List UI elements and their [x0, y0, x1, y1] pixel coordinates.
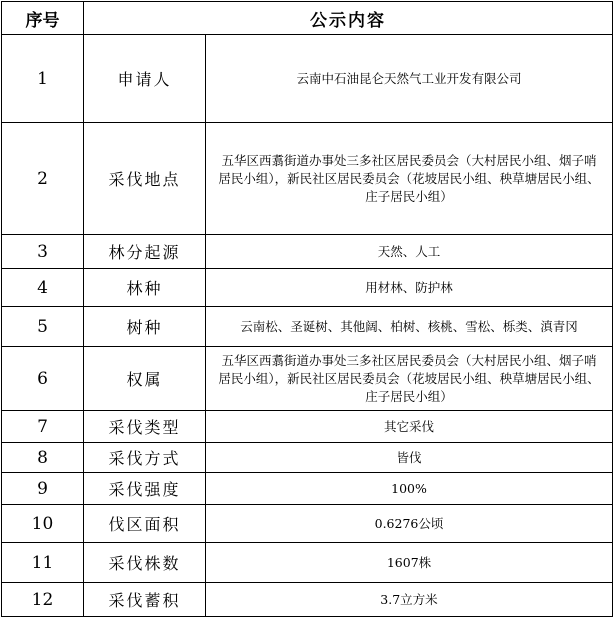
table-row — [1, 543, 613, 583]
row-label: 采伐强度 — [84, 473, 206, 504]
table-row — [1, 235, 613, 269]
row-label: 林分起源 — [84, 235, 206, 268]
row-value: 其它采伐 — [383, 418, 434, 434]
row-label: 伐区面积 — [84, 505, 206, 542]
header-content: 公示内容 — [310, 10, 386, 31]
row-number: 9 — [2, 473, 84, 504]
table-row — [1, 269, 613, 307]
row-label: 采伐蓄积 — [84, 583, 206, 616]
row-label: 采伐类型 — [84, 411, 206, 442]
row-number: 2 — [2, 123, 84, 234]
row-number: 6 — [2, 347, 84, 410]
row-value: 3.7立方米 — [380, 591, 438, 607]
table-row — [1, 505, 613, 543]
row-value: 0.6276公顷 — [374, 515, 444, 531]
row-value: 1607株 — [386, 554, 432, 570]
row-label: 采伐地点 — [84, 123, 206, 234]
row-label: 采伐株数 — [84, 543, 206, 582]
table-row — [1, 123, 613, 235]
row-label: 申请人 — [84, 35, 206, 122]
row-value: 天然、人工 — [377, 243, 441, 259]
row-number: 5 — [2, 307, 84, 346]
row-number: 7 — [2, 411, 84, 442]
table-row — [1, 347, 613, 411]
row-number: 4 — [2, 269, 84, 306]
row-value: 皆伐 — [396, 449, 422, 465]
row-value: 云南松、圣诞树、其他阔、柏树、核桃、雪松、栎类、滇青冈 — [240, 318, 578, 334]
row-number: 10 — [2, 505, 84, 542]
table-header — [1, 1, 613, 35]
header-no: 序号 — [2, 2, 84, 34]
row-value: 五华区西翥街道办事处三多社区居民委员会（大村居民小组、烟子哨居民小组），新民社区居民委员会（花坡居民小组、秧草塘居民小组、庄子居民小组） — [218, 352, 600, 404]
row-number: 11 — [2, 543, 84, 582]
row-label: 权属 — [84, 347, 206, 410]
row-value: 用材林、防护林 — [365, 279, 453, 295]
row-label: 树种 — [84, 307, 206, 346]
row-number: 1 — [2, 35, 84, 122]
table-row — [1, 307, 613, 347]
table-row — [1, 473, 613, 505]
disclosure-table — [1, 1, 613, 617]
row-number: 3 — [2, 235, 84, 268]
row-number: 12 — [2, 583, 84, 616]
row-value: 五华区西翥街道办事处三多社区居民委员会（大村居民小组、烟子哨居民小组），新民社区居民委员会（花坡居民小组、秧草塘居民小组、庄子居民小组） — [218, 152, 600, 204]
row-label: 林种 — [84, 269, 206, 306]
table-row — [1, 583, 613, 617]
row-value: 云南中石油昆仑天然气工业开发有限公司 — [296, 70, 522, 86]
table-row — [1, 35, 613, 123]
row-value: 100% — [391, 480, 427, 496]
table-row — [1, 411, 613, 443]
row-label: 采伐方式 — [84, 443, 206, 472]
table-row — [1, 443, 613, 473]
row-number: 8 — [2, 443, 84, 472]
